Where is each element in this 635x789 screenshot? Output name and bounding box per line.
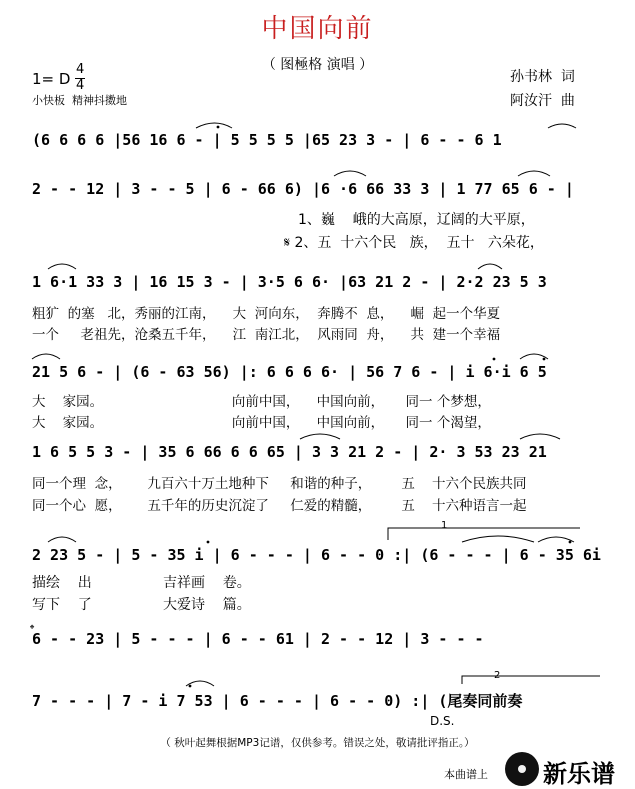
site-logo-text: 新乐谱 bbox=[543, 760, 615, 788]
tempo-marking: 小快板 精神抖擞地 bbox=[32, 94, 127, 107]
notation-line-7: 6 - - 23 | 5 - - - | 6 - - 61 | 2 - - 12 | 3 - - - bbox=[32, 630, 484, 648]
lyric-line-2-verse-1: 粗犷 的塞 北，秀丽的江南， 大 河向东， 奔腾不 息， 崛 起一个华夏 bbox=[32, 306, 501, 322]
lyric-line-2-verse-2: 一个 老祖先，沧桑五千年， 江 南江北， 风雨同 舟， 共 建一个幸福 bbox=[32, 327, 501, 343]
slur bbox=[518, 171, 550, 176]
volta-1-number: 1 bbox=[441, 520, 448, 531]
notation-line-6: 2 23 5 - | 5 - 35 i | 6 - - - | 6 - - 0 :| (6 - - - | 6 - 35 6i bbox=[32, 546, 601, 564]
time-signature-bottom: 4 bbox=[76, 78, 85, 93]
composer-credit: 阿汝汗 曲 bbox=[510, 93, 575, 109]
octave-dot bbox=[543, 358, 546, 361]
vinyl-logo-icon bbox=[505, 752, 539, 786]
notation-line-2: 2 - - 12 | 3 - - 5 | 6 - 66 6) |6 ·6 66 33 3 | 1 77 65 6 - | bbox=[32, 180, 574, 198]
transcription-note: （ 秋叶起舞根据MP3记谱，仅供参考。错误之处，敬请批评指正。） bbox=[160, 737, 475, 749]
slur bbox=[48, 537, 76, 542]
slur bbox=[300, 434, 340, 439]
lyricist-credit: 孙书林 词 bbox=[510, 69, 575, 85]
uploader-text: 本曲谱上 bbox=[444, 768, 488, 781]
coda-mark: 𝄌 bbox=[30, 622, 35, 636]
volta-2-bracket bbox=[462, 676, 600, 684]
octave-dot bbox=[569, 541, 572, 544]
octave-dot bbox=[189, 685, 192, 688]
octave-dot bbox=[217, 126, 220, 129]
octave-dot bbox=[207, 541, 210, 544]
lyric-line-5-verse-1: 描绘 出 吉祥画 卷。 bbox=[32, 575, 251, 591]
slur bbox=[462, 536, 534, 542]
slur bbox=[48, 264, 76, 269]
notation-line-8: 7 - - - | 7 - i 7 53 | 6 - - - | 6 - - 0) :| (尾奏同前奏 bbox=[32, 692, 523, 710]
octave-dot bbox=[493, 358, 496, 361]
slur bbox=[334, 171, 366, 176]
performer-credit: （ 图極格 演唱 ） bbox=[261, 57, 374, 73]
notation-line-1: (6 6 6 6 |56 16 6 - | 5 5 5 5 |65 23 3 - | 6 - - 6 1 bbox=[32, 131, 502, 149]
notation-line-3: 1 6·1 33 3 | 16 15 3 - | 3·5 6 6· |63 21 2 - | 2·2 23 5 3 bbox=[32, 273, 547, 291]
lyric-line-1-verse-1: 1、巍 峨的大高原，辽阔的大平原， bbox=[298, 212, 535, 228]
time-signature-top: 4 bbox=[76, 62, 85, 77]
lyric-line-4-verse-1: 同一个理 念， 九百六十万土地种下 和谐的种子， 五 十六个民族共同 bbox=[32, 476, 527, 492]
lyric-line-1-verse-2: 𝄋 2、五 十六个民 族， 五十 六朵花， bbox=[284, 235, 544, 251]
slur bbox=[538, 537, 574, 542]
slur bbox=[196, 123, 232, 128]
song-title: 中国向前 bbox=[261, 14, 374, 44]
lyric-line-4-verse-2: 同一个心 愿， 五千年的历史沉淀了 仁爱的精髓， 五 十六种语言一起 bbox=[32, 498, 527, 514]
slur bbox=[478, 264, 502, 269]
volta-1-bracket bbox=[388, 528, 580, 540]
lyric-line-3-verse-2: 大 家园。 向前中国， 中国向前， 同一 个渴望， bbox=[32, 415, 491, 431]
slur bbox=[32, 354, 60, 359]
notation-line-5: 1 6 5 5 3 - | 35 6 66 6 6 65 | 3 3 21 2 - | 2· 3 53 23 21 bbox=[32, 443, 547, 461]
slur bbox=[520, 434, 560, 439]
volta-2-number: 2 bbox=[494, 670, 501, 681]
lyric-line-5-verse-2: 写下 了 大爱诗 篇。 bbox=[32, 597, 251, 613]
slur bbox=[548, 124, 576, 128]
notation-line-4: 21 5 6 - | (6 - 63 56) |: 6 6 6 6· | 56 7 6 - | i 6·i 6 5 bbox=[32, 363, 547, 381]
key-signature: 1= D bbox=[32, 70, 71, 88]
dal-segno-mark: D.S. bbox=[430, 714, 455, 728]
lyric-line-3-verse-1: 大 家园。 向前中国， 中国向前， 同一 个梦想， bbox=[32, 394, 491, 410]
